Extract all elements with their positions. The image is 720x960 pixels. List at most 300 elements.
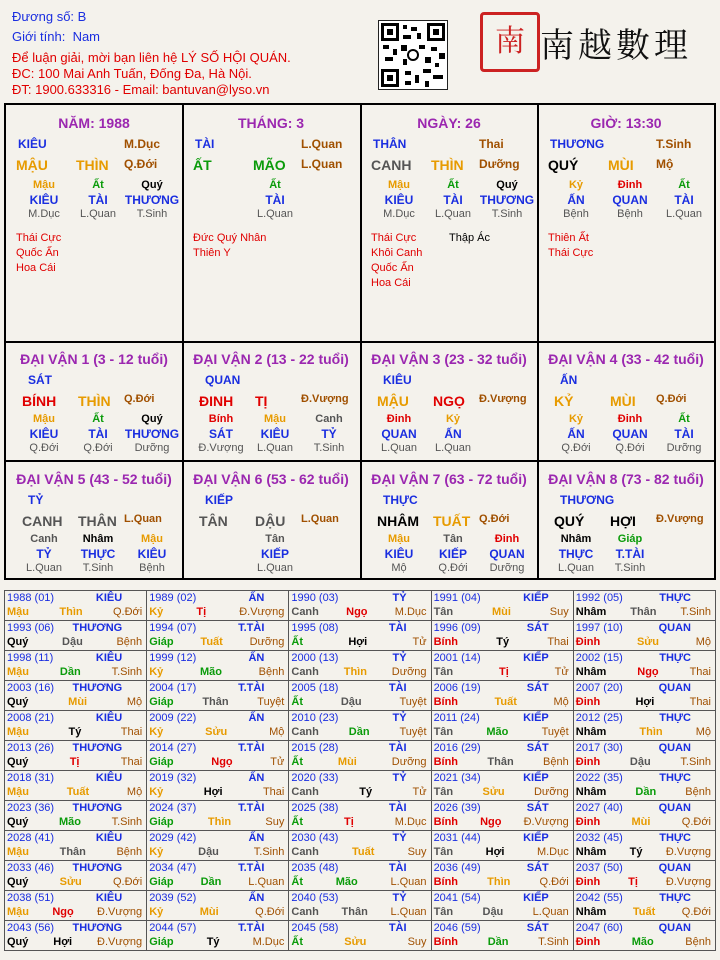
year-cell: [147, 861, 289, 891]
year-label: 2022 (35): [575, 772, 623, 784]
hidden-stem: Kỷ: [568, 413, 584, 425]
hidden-stem: Quý: [141, 413, 163, 425]
year-phase: Đ.Vượng: [665, 876, 711, 888]
year-branch: Tuất: [200, 636, 223, 648]
year-cell-top: [434, 651, 571, 665]
hidden-phase: L.Quan: [665, 208, 703, 220]
year-cell: [289, 771, 431, 801]
year-stem: Canh: [291, 606, 319, 618]
year-branch: Thìn: [59, 606, 83, 618]
hidden-phase: Q.Đới: [83, 442, 113, 454]
year-phase: Đ.Vượng: [97, 906, 143, 918]
hidden-phase: L.Quan: [380, 442, 418, 454]
year-label: 2029 (42): [149, 832, 197, 844]
year-phase: L.Quan: [532, 906, 569, 918]
year-branch: Mão: [631, 936, 654, 948]
pillar-stem-phase: Thai: [479, 137, 504, 151]
chart-board: [4, 103, 716, 580]
year-cell-bottom: [291, 845, 428, 859]
year-god: TỶ: [392, 832, 407, 844]
year-cell-bottom: [576, 815, 713, 829]
pillar-stem: CANH: [371, 157, 412, 173]
hidden-god: QUAN: [381, 427, 417, 441]
year-branch: Mùi: [491, 606, 511, 618]
year-branch: Thân: [487, 756, 514, 768]
year-cell-top: [291, 771, 428, 785]
year-label: 1993 (06): [7, 622, 55, 634]
year-cell-bottom: [7, 635, 144, 649]
year-stem: Canh: [291, 666, 319, 678]
year-cell-top: [7, 921, 144, 935]
year-phase: Bệnh: [685, 786, 711, 798]
dai-van-stem: KỶ: [554, 393, 574, 409]
year-cell: [147, 891, 289, 921]
year-cell-top: [576, 651, 713, 665]
dai-van-god: ẤN: [560, 373, 578, 387]
pillar-branch-phase: Q.Đới: [124, 157, 158, 171]
year-phase: Q.Đới: [112, 876, 143, 888]
phone-email-line: ĐT: 1900.633316 - Email: bantuvan@lyso.vn: [12, 82, 270, 97]
pillar-title: NGÀY: 26: [417, 115, 481, 131]
year-phase: M.Dục: [252, 936, 285, 948]
year-branch: Dần: [200, 876, 222, 888]
year-cell: [289, 831, 431, 861]
hidden-god: TÀI: [674, 193, 694, 207]
pillar-branch: THÌN: [76, 157, 109, 173]
pillar-branch-phase: Mộ: [656, 157, 674, 171]
dai-van-god: THƯƠNG: [560, 493, 615, 507]
year-phase: Bệnh: [116, 636, 143, 648]
hidden-stem: Mậu: [388, 533, 410, 545]
star-note: Hoa Cái: [16, 262, 56, 274]
year-cell-top: [7, 651, 144, 665]
year-cell-top: [7, 711, 144, 725]
year-label: 2017 (30): [575, 742, 623, 754]
hidden-phase: Bệnh: [139, 562, 165, 574]
year-god: TỶ: [392, 712, 407, 724]
year-stem: Kỷ: [149, 726, 164, 738]
year-label: 2003 (16): [7, 682, 55, 694]
year-label: 2042 (55): [575, 892, 623, 904]
year-cell: [5, 831, 147, 861]
year-cell: [573, 921, 715, 951]
hidden-stem: Giáp: [617, 533, 643, 545]
dai-van-branch: MÙI: [610, 393, 636, 409]
dai-van-title: ĐẠI VẬN 2 (13 - 22 tuổi): [193, 351, 349, 367]
year-god: TÀI: [388, 622, 407, 634]
year-branch: Ngọ: [52, 906, 74, 918]
year-cell: [573, 771, 715, 801]
year-god: ẤN: [248, 652, 265, 664]
year-branch: Tý: [206, 936, 220, 948]
year-branch: Ngọ: [480, 816, 502, 828]
year-cell: [431, 741, 573, 771]
year-branch: Sửu: [59, 876, 82, 888]
year-cell-bottom: [149, 635, 286, 649]
year-branch: Dậu: [482, 906, 504, 918]
pillar-branch: THÌN: [431, 157, 464, 173]
year-branch: Tị: [343, 816, 354, 828]
dai-van-branch: TỊ: [255, 393, 268, 409]
year-phase: T.Sinh: [253, 846, 285, 858]
year-phase: Suy: [407, 936, 427, 948]
pillar-branch-phase: L.Quan: [301, 157, 343, 171]
hidden-stem: Đinh: [494, 533, 520, 545]
year-branch: Tý: [496, 636, 510, 648]
star-notes-2: [449, 231, 490, 246]
dai-van-title: ĐẠI VẬN 8 (73 - 82 tuổi): [548, 471, 704, 487]
year-phase: Bệnh: [258, 666, 285, 678]
year-label: 2024 (37): [149, 802, 197, 814]
dai-van-god: KIÊU: [383, 373, 412, 387]
year-row: [5, 591, 716, 621]
star-notes: [16, 231, 61, 276]
year-cell: [5, 921, 147, 951]
year-cell-bottom: [7, 755, 144, 769]
year-cell-top: [7, 861, 144, 875]
year-cell: [573, 801, 715, 831]
year-cell-top: [7, 681, 144, 695]
year-phase: Thai: [120, 756, 143, 768]
year-branch: Mùi: [631, 816, 651, 828]
year-god: QUAN: [658, 682, 691, 694]
hidden-god: THỰC: [80, 547, 116, 561]
year-branch: Tuất: [494, 696, 517, 708]
year-stem: Giáp: [149, 816, 174, 828]
year-cell-bottom: [7, 695, 144, 709]
pillar-branch: MÙI: [608, 157, 634, 173]
year-phase: Q.Đới: [681, 816, 711, 828]
hidden-stem: Đinh: [617, 413, 643, 425]
year-stem: Kỷ: [149, 906, 164, 918]
dai-van-god: SÁT: [28, 373, 52, 387]
year-phase: Thai: [120, 726, 143, 738]
year-cell-top: [434, 771, 571, 785]
pillar-branch: MÃO: [253, 157, 286, 173]
year-cell: [573, 891, 715, 921]
hidden-stem: Nhâm: [82, 533, 114, 545]
hidden-god: ẤN: [567, 193, 585, 207]
year-phase: Dưỡng: [391, 666, 427, 678]
year-phase: Đ.Vượng: [523, 816, 569, 828]
year-god: KIÊU: [95, 712, 123, 724]
year-god: T.TÀI: [238, 922, 265, 934]
year-cell-bottom: [576, 905, 713, 919]
year-cell-bottom: [291, 725, 428, 739]
star-note: Thiên Ất: [548, 232, 589, 244]
year-god: THỰC: [659, 832, 691, 844]
year-cell-top: [434, 861, 571, 875]
hidden-phase: Mộ: [391, 562, 407, 574]
year-cell-top: [291, 741, 428, 755]
year-cell: [5, 681, 147, 711]
hidden-stem: Tân: [443, 533, 463, 545]
year-stem: Tân: [433, 786, 454, 798]
year-cell: [289, 741, 431, 771]
year-cell-top: [434, 741, 571, 755]
year-cell: [431, 681, 573, 711]
year-phase: Tuyệt: [541, 726, 569, 738]
year-god: THƯƠNG: [72, 682, 123, 694]
year-cell-bottom: [576, 845, 713, 859]
year-cell-top: [434, 831, 571, 845]
pillar-stem: ẤT: [193, 157, 212, 173]
year-cell-bottom: [149, 725, 286, 739]
year-god: TỶ: [392, 772, 407, 784]
year-cell-top: [434, 891, 571, 905]
red-seal-stamp: 南: [480, 12, 540, 72]
hidden-god: KIÊU: [384, 547, 414, 561]
year-phase: T.Sinh: [680, 606, 711, 618]
year-cell: [147, 621, 289, 651]
year-god: KIẾP: [523, 772, 549, 784]
year-label: 2014 (27): [149, 742, 197, 754]
year-cell: [147, 651, 289, 681]
hidden-phase: T.Sinh: [614, 562, 646, 574]
year-branch: Dậu: [629, 756, 651, 768]
year-cell-bottom: [291, 785, 428, 799]
year-cell: [431, 711, 573, 741]
year-stem: Canh: [291, 786, 319, 798]
dai-van-title: ĐẠI VẬN 3 (23 - 32 tuổi): [371, 351, 527, 367]
year-stem: Mậu: [7, 666, 29, 678]
year-cell: [431, 891, 573, 921]
year-branch: Sửu: [636, 636, 659, 648]
hidden-phase: T.Sinh: [491, 208, 523, 220]
hidden-god: KIÊU: [384, 193, 414, 207]
year-branch: Dậu: [198, 846, 219, 858]
year-label: 2037 (50): [575, 862, 623, 874]
year-god: THƯƠNG: [72, 742, 123, 754]
pillar-title: THÁNG: 3: [237, 115, 305, 131]
year-label: 2020 (33): [291, 772, 339, 784]
year-label: 2044 (57): [149, 922, 197, 934]
year-label: 2000 (13): [291, 652, 339, 664]
year-label: 2045 (58): [291, 922, 339, 934]
hidden-phase: L.Quan: [256, 562, 294, 574]
year-label: 2043 (56): [7, 922, 55, 934]
year-branch: Hợi: [53, 936, 73, 948]
hidden-stem: Mậu: [33, 413, 55, 425]
year-cell-bottom: [7, 905, 144, 919]
hidden-god: THỰC: [558, 547, 594, 561]
year-stem: Mậu: [7, 726, 29, 738]
year-label: 2008 (21): [7, 712, 55, 724]
header: [0, 0, 720, 100]
year-branch: Mão: [59, 816, 81, 828]
year-label: 2013 (26): [7, 742, 55, 754]
year-cell-top: [7, 741, 144, 755]
year-branch: Tị: [196, 606, 207, 618]
year-cell-top: [576, 921, 713, 935]
year-cell: [5, 891, 147, 921]
star-note: Thái Cực: [548, 247, 594, 259]
year-stem: Ất: [291, 936, 303, 948]
year-stem: Ất: [291, 636, 303, 648]
year-label: 2041 (54): [433, 892, 481, 904]
star-note: Thập Ác: [449, 232, 490, 244]
year-branch: Thân: [59, 846, 86, 858]
year-stem: Nhâm: [575, 726, 607, 738]
year-cell-bottom: [291, 635, 428, 649]
year-cell-top: [149, 921, 286, 935]
year-branch: Sửu: [205, 726, 228, 738]
star-note: Quốc Ấn: [16, 247, 59, 259]
year-cell-bottom: [576, 635, 713, 649]
year-branch: Mão: [486, 726, 509, 738]
year-phase: Suy: [265, 816, 285, 828]
hidden-god: TỶ: [36, 547, 52, 561]
year-cell-bottom: [434, 725, 571, 739]
year-stem: Nhâm: [575, 786, 607, 798]
year-cell-top: [291, 651, 428, 665]
year-phase: Mộ: [553, 696, 569, 708]
hidden-god: TÀI: [88, 193, 108, 207]
year-stem: Ất: [291, 816, 303, 828]
year-branch: Ngọ: [211, 756, 233, 768]
year-cell: [147, 591, 289, 621]
year-cell: [147, 711, 289, 741]
year-god: KIÊU: [95, 832, 123, 844]
year-cell: [5, 711, 147, 741]
year-cell-bottom: [149, 935, 286, 949]
year-god: T.TÀI: [238, 862, 265, 874]
hidden-phase: L.Quan: [434, 442, 472, 454]
dai-van-phase: Đ.Vượng: [479, 393, 527, 405]
year-stem: Đinh: [575, 816, 601, 828]
year-label: 2016 (29): [433, 742, 481, 754]
year-cell-top: [434, 681, 571, 695]
year-cell: [289, 921, 431, 951]
year-cell-bottom: [7, 815, 144, 829]
dai-van-stem: CANH: [22, 513, 63, 529]
year-phase: Tử: [412, 636, 427, 648]
year-branch: Thìn: [207, 816, 232, 828]
year-cell-bottom: [576, 725, 713, 739]
year-stem: Canh: [291, 846, 319, 858]
pillar-stem-god: THÂN: [373, 137, 407, 151]
year-cell-top: [291, 831, 428, 845]
hidden-god: TÀI: [265, 193, 285, 207]
year-cell-bottom: [7, 605, 144, 619]
hidden-phase: Q.Đới: [561, 442, 591, 454]
hidden-phase: L.Quan: [434, 208, 472, 220]
year-god: KIẾP: [523, 652, 549, 664]
year-label: 2015 (28): [291, 742, 339, 754]
hidden-god: ẤN: [444, 427, 462, 441]
year-phase: Dưỡng: [391, 756, 427, 768]
year-label: 1990 (03): [291, 592, 339, 604]
gender-row: Giới tính: Nam: [12, 29, 101, 44]
year-phase: Mộ: [269, 726, 285, 738]
hidden-stem: Ất: [678, 179, 690, 191]
hidden-stem: Ất: [447, 179, 459, 191]
year-cell-bottom: [576, 755, 713, 769]
year-cell-bottom: [291, 905, 428, 919]
year-cell: [431, 801, 573, 831]
year-cell-top: [7, 801, 144, 815]
year-cell-top: [291, 801, 428, 815]
year-cell-bottom: [434, 905, 571, 919]
hidden-stem: Quý: [141, 179, 163, 191]
year-stem: Bính: [433, 936, 459, 948]
pillar-stem-god: THƯƠNG: [550, 137, 605, 151]
dai-van-stem: ĐINH: [199, 393, 234, 409]
hidden-god: KIÊU: [260, 427, 290, 441]
year-cell-bottom: [7, 665, 144, 679]
year-label: 2036 (49): [433, 862, 481, 874]
hidden-phase: Dưỡng: [134, 442, 170, 454]
year-stem: Bính: [433, 876, 459, 888]
year-cell-top: [149, 711, 286, 725]
year-god: KIÊU: [95, 592, 123, 604]
year-label: 2032 (45): [575, 832, 623, 844]
hidden-stem: Kỷ: [568, 179, 584, 191]
year-cell-top: [149, 801, 286, 815]
year-cell-top: [576, 831, 713, 845]
year-cell: [5, 741, 147, 771]
year-label: 2034 (47): [149, 862, 197, 874]
year-cell-bottom: [434, 695, 571, 709]
year-cell-top: [291, 891, 428, 905]
hidden-phase: M.Dục: [383, 208, 415, 220]
dai-van-phase: Q.Đới: [656, 393, 687, 405]
year-cell-bottom: [434, 755, 571, 769]
year-god: ẤN: [248, 592, 265, 604]
year-branch: Dần: [59, 666, 81, 678]
year-god: TỶ: [392, 652, 407, 664]
year-label: 1988 (01): [7, 592, 55, 604]
year-stem: Tân: [433, 606, 454, 618]
annual-luck-table: [4, 590, 716, 951]
year-cell-bottom: [291, 815, 428, 829]
year-stem: Giáp: [149, 696, 174, 708]
year-cell-top: [576, 741, 713, 755]
divider: [6, 460, 714, 462]
star-note: Khôi Canh: [371, 247, 423, 259]
year-stem: Quý: [7, 696, 29, 708]
year-god: THỰC: [659, 652, 691, 664]
year-cell: [431, 831, 573, 861]
dai-van-title: ĐẠI VẬN 1 (3 - 12 tuổi): [20, 351, 168, 367]
year-label: 1992 (05): [575, 592, 623, 604]
year-cell: [147, 741, 289, 771]
year-stem: Quý: [7, 936, 29, 948]
year-cell-top: [434, 621, 571, 635]
year-stem: Tân: [433, 846, 454, 858]
dai-van-branch: THÌN: [78, 393, 111, 409]
year-cell-top: [149, 651, 286, 665]
year-branch: Mão: [199, 666, 222, 678]
year-phase: Đ.Vượng: [97, 936, 143, 948]
year-branch: Thân: [202, 696, 229, 708]
year-cell: [431, 771, 573, 801]
hidden-stem: Canh: [30, 533, 58, 545]
pillar-stem-phase: M.Dục: [124, 137, 160, 151]
year-cell-bottom: [149, 755, 286, 769]
year-cell-top: [149, 831, 286, 845]
year-cell-bottom: [576, 785, 713, 799]
year-cell-top: [434, 711, 571, 725]
year-cell: [5, 861, 147, 891]
dai-van-stem: QUÝ: [554, 513, 585, 529]
year-god: QUAN: [658, 622, 691, 634]
year-label: 2002 (15): [575, 652, 623, 664]
pillar-stem: MẬU: [16, 157, 48, 173]
year-label: 2012 (25): [575, 712, 623, 724]
year-cell: [147, 801, 289, 831]
year-cell: [147, 921, 289, 951]
